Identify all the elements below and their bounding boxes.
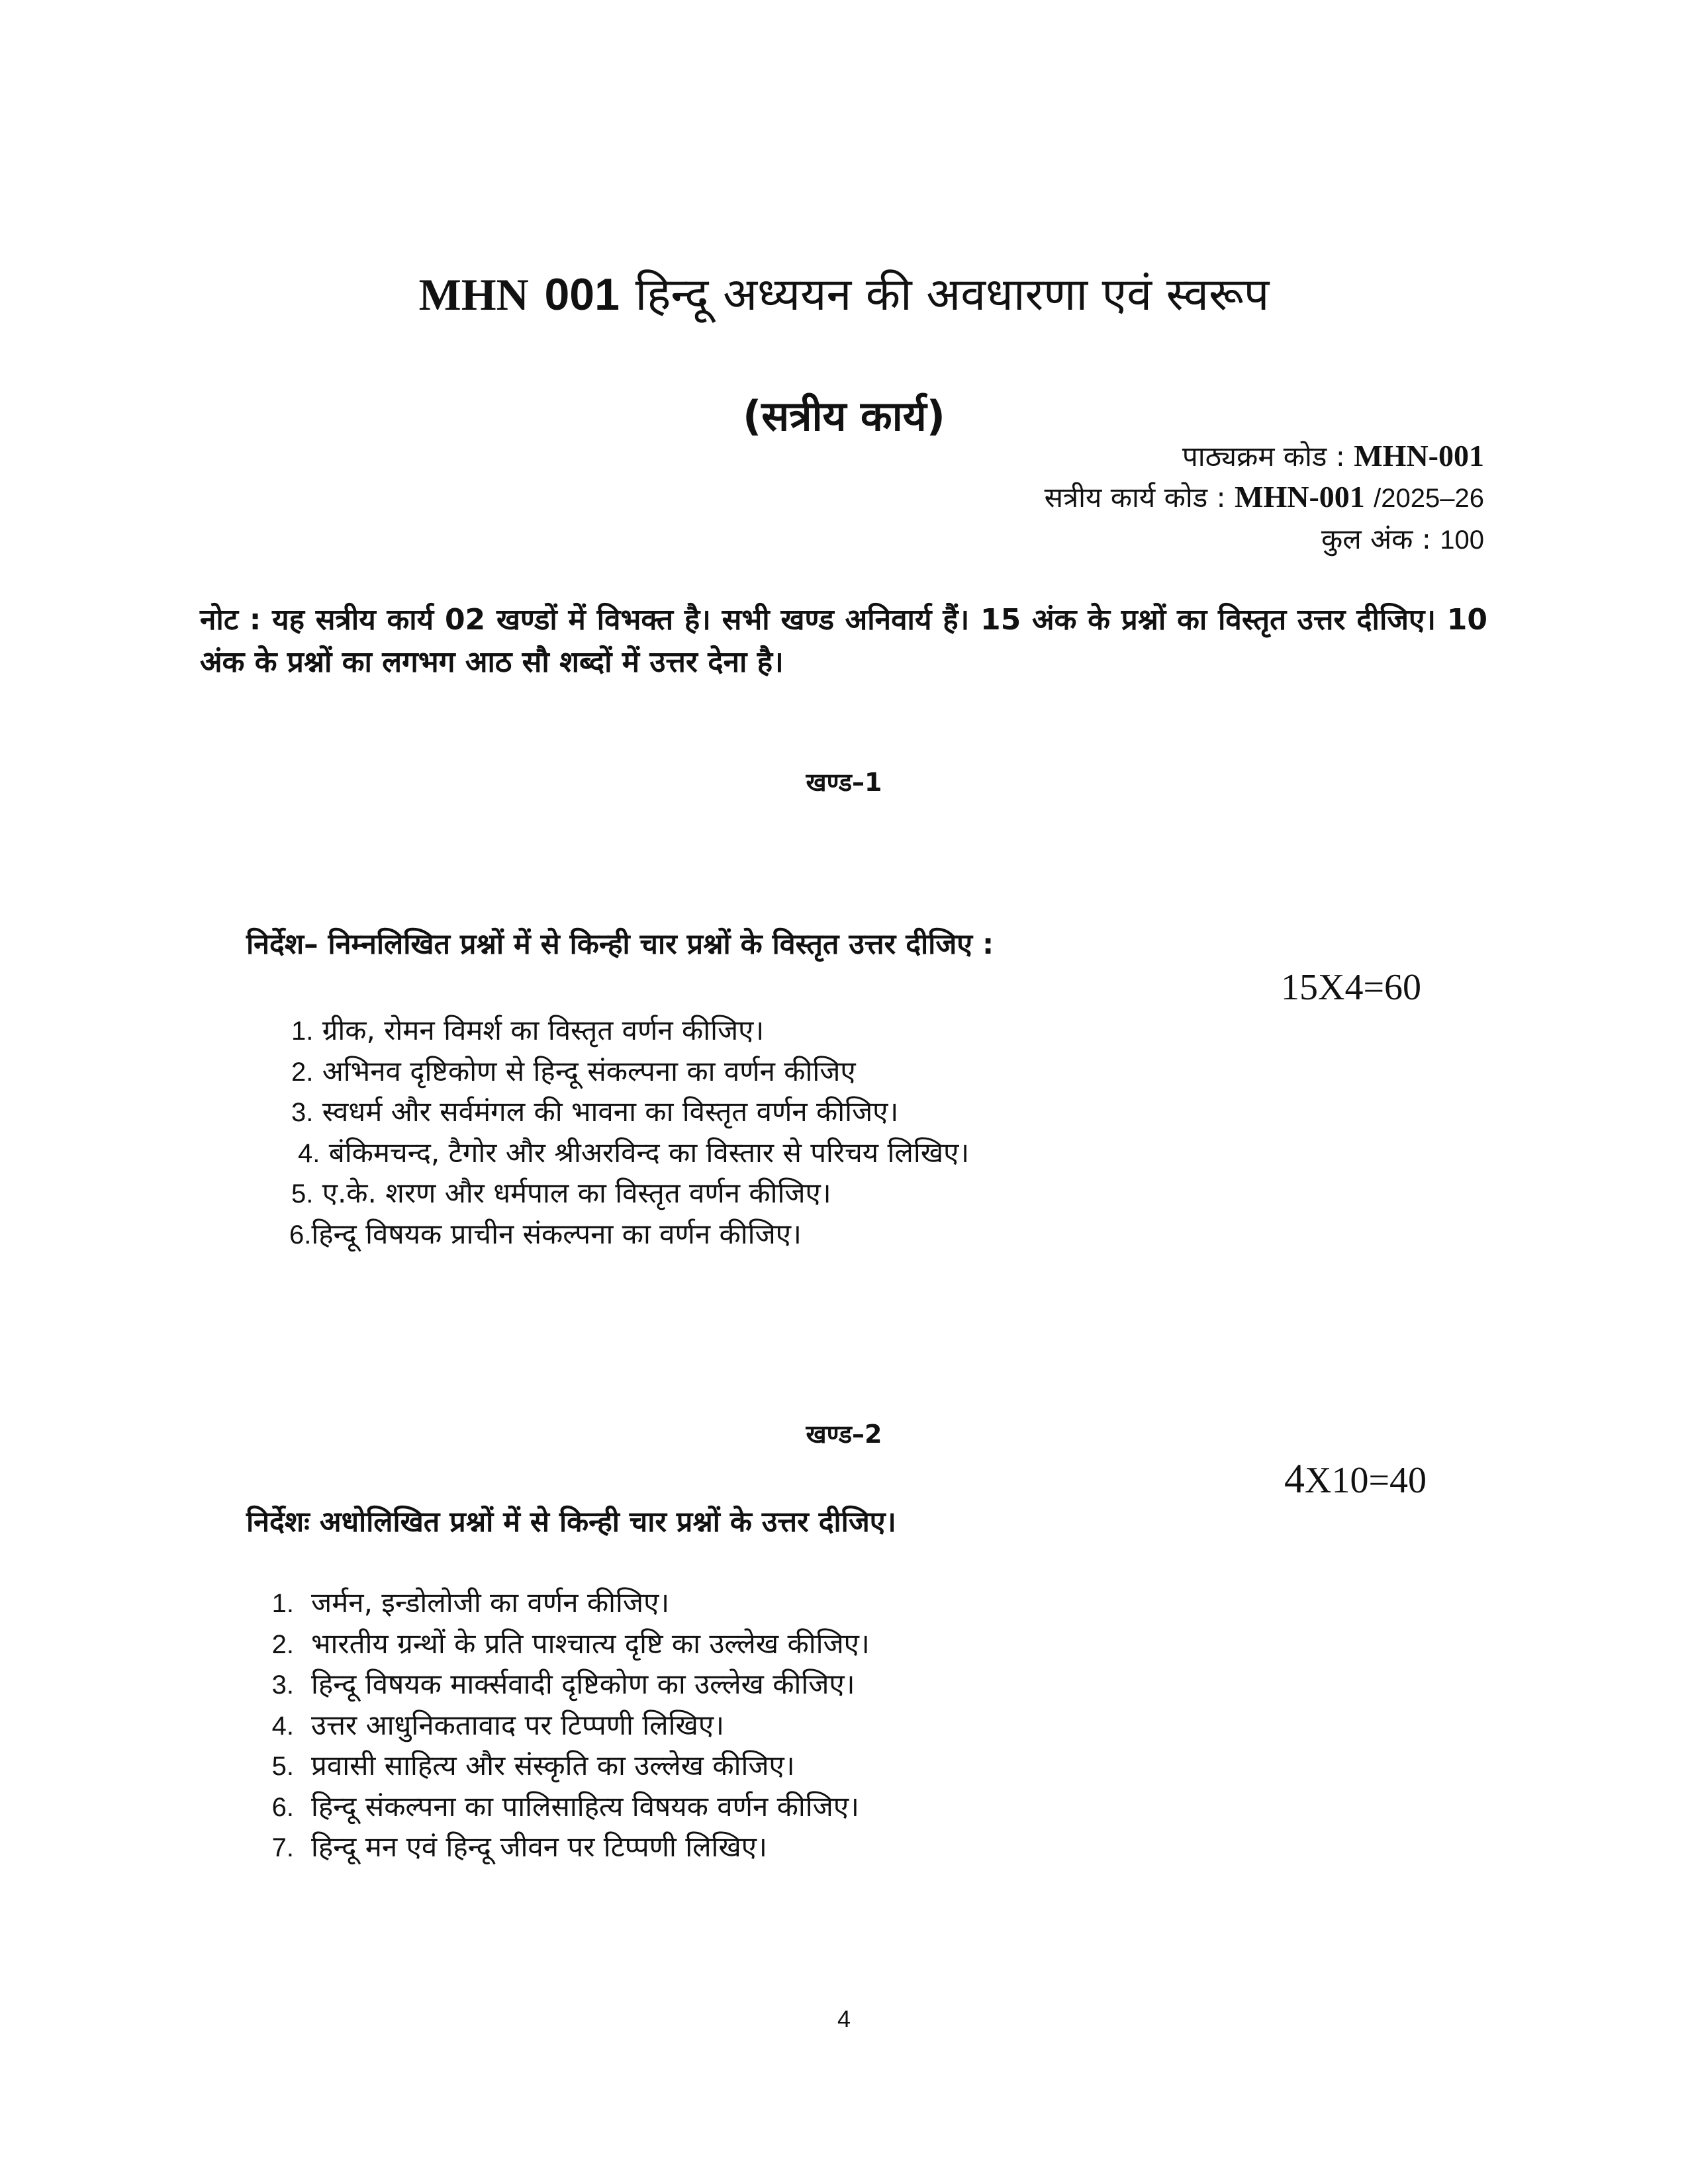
question-item [246, 1786, 870, 1827]
question-number: 3. [291, 1098, 314, 1127]
question-item [246, 1827, 870, 1868]
question-number: 5. [271, 1752, 294, 1781]
question-number: 7. [271, 1833, 294, 1862]
question-text: अभिनव दृष्टिकोण से हिन्दू संकल्पना का वर्णन कीजिए [322, 1054, 856, 1087]
course-title-hindi: हिन्दू अध्ययन की अवधारणा एवं स्वरूप [635, 269, 1270, 321]
page-number: 4 [837, 2005, 851, 2032]
question-number: 2. [291, 1057, 314, 1087]
total-marks-line [1321, 520, 1484, 557]
section-2-directive: निर्देशः अधोलिखित प्रश्नों में से किन्ही चार प्रश्नों के उत्तर दीजिए। [246, 1506, 896, 1539]
question-text: हिन्दू संकल्पना का पालिसाहित्य विषयक वर्णन कीजिए। [311, 1790, 859, 1823]
question-number: 6. [289, 1220, 312, 1250]
assignment-code-value: MHN-001 [1235, 480, 1365, 514]
question-item [246, 1745, 870, 1786]
question-item [246, 1623, 870, 1664]
question-text: बंकिमचन्द, टैगोर और श्रीअरविन्द का विस्तार से परिचय लिखिए। [328, 1136, 970, 1169]
course-code-line [1182, 437, 1484, 475]
question-number: 4. [271, 1711, 294, 1741]
question-item [246, 1664, 870, 1705]
question-item [291, 1091, 969, 1132]
section-1-question-list [291, 1010, 969, 1254]
section-2-marks-formula: X10=40 [1305, 1460, 1427, 1501]
question-item [291, 1051, 969, 1092]
question-number: 6. [271, 1792, 294, 1822]
question-text: हिन्दू मन एवं हिन्दू जीवन पर टिप्पणी लिखिए। [311, 1831, 767, 1863]
question-text: ए.के. शरण और धर्मपाल का विस्तृत वर्णन कीजिए। [322, 1177, 831, 1209]
section-2-heading: खण्ड–2 [806, 1420, 882, 1449]
question-text: प्रवासी साहित्य और संस्कृति का उल्लेख कीजिए। [311, 1749, 795, 1782]
page-title [0, 261, 1688, 323]
question-text: हिन्दू विषयक प्राचीन संकल्पना का वर्णन कीजिए। [311, 1217, 802, 1250]
question-number: 1. [271, 1589, 294, 1618]
section-1-directive: निर्देश– निम्नलिखित प्रश्नों में से किन्ही चार प्रश्नों के विस्तृत उत्तर दीजिए : [246, 928, 994, 961]
question-item [246, 1582, 870, 1623]
question-number: 4. [298, 1138, 320, 1168]
course-code-latin: MHN [418, 269, 529, 320]
question-item [291, 1010, 969, 1051]
question-item [291, 1132, 969, 1173]
instructions-note: नोट : यह सत्रीय कार्य 02 खण्डों में विभक्त है। सभी खण्ड अनिवार्य हैं। 15 अंक के प्रश्नों का विस्तृत उत्तर दीजिए। 10 अंक के प्रश्नों का लगभग आठ सौ शब्दों में उत्तर देना है। [200, 603, 1487, 679]
assignment-code-line [1045, 478, 1484, 516]
question-text: स्वधर्म और सर्वमंगल की भावना का विस्तृत वर्णन कीजिए। [322, 1095, 899, 1128]
assignment-year: /2025–26 [1374, 484, 1484, 513]
total-marks-value: 100 [1440, 525, 1484, 555]
question-number: 2. [271, 1629, 294, 1659]
section-1-heading: खण्ड–1 [806, 768, 882, 797]
section-2-question-list [246, 1582, 870, 1868]
question-item [246, 1705, 870, 1746]
section-2-marks-count: 4 [1284, 1457, 1305, 1502]
total-marks-label: कुल अंक : [1321, 523, 1431, 555]
assignment-code-label: सत्रीय कार्य कोड : [1044, 481, 1226, 514]
question-item [289, 1214, 969, 1255]
question-text: हिन्दू विषयक मार्क्सवादी दृष्टिकोण का उल्लेख कीजिए। [311, 1668, 855, 1700]
page-subtitle: (सत्रीय कार्य) [742, 392, 946, 440]
section-2-marks [1284, 1456, 1427, 1503]
question-text: ग्रीक, रोमन विमर्श का विस्तृत वर्णन कीजिए। [322, 1014, 765, 1046]
question-number: 5. [291, 1179, 314, 1208]
question-item [291, 1173, 969, 1214]
question-number: 1. [291, 1017, 314, 1046]
question-text: भारतीय ग्रन्थों के प्रति पाश्चात्य दृष्टि का उल्लेख कीजिए। [311, 1627, 870, 1660]
course-code-value: MHN-001 [1354, 439, 1484, 473]
section-1-marks: 15X4=60 [1281, 967, 1422, 1008]
question-number: 3. [271, 1670, 294, 1700]
course-code-label: पाठ्यक्रम कोड : [1182, 440, 1345, 473]
question-text: उत्तर आधुनिकतावाद पर टिप्पणी लिखिए। [311, 1708, 725, 1741]
question-text: जर्मन, इन्डोलोजी का वर्णन कीजिए। [311, 1586, 670, 1619]
course-code-number: 001 [544, 269, 620, 320]
